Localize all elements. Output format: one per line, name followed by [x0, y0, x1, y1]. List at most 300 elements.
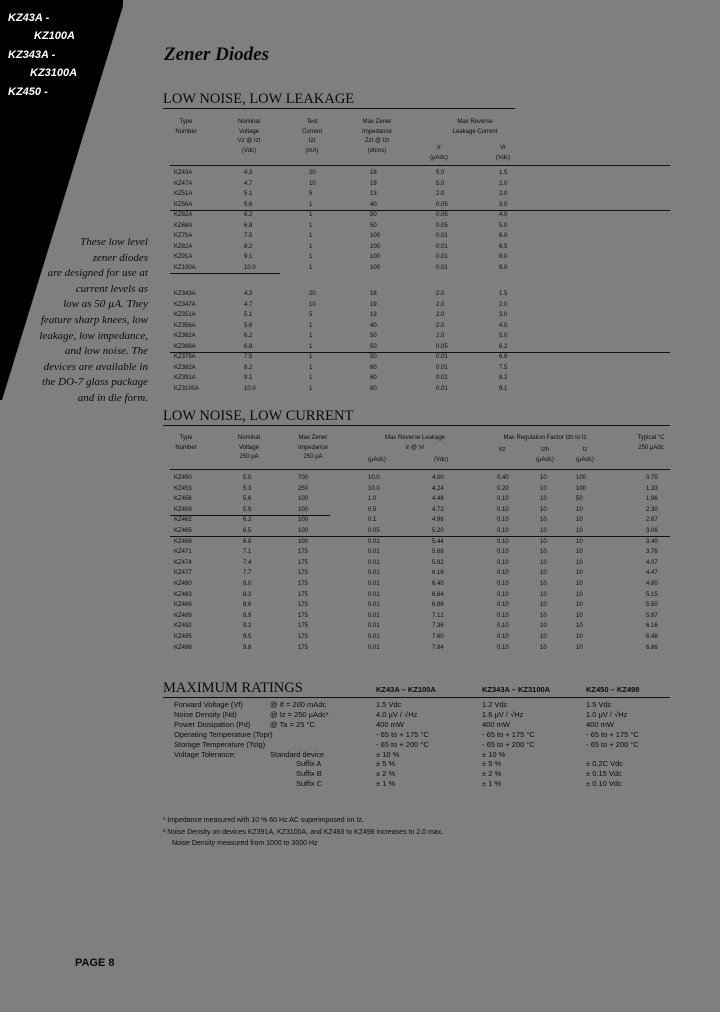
table-cell: 0.1 — [368, 517, 377, 524]
table-cell: 6.86 — [646, 644, 658, 651]
table-cell: 4.96 — [432, 517, 444, 524]
table-cell: 10 — [576, 623, 583, 630]
table-cell: 6.5 — [243, 528, 252, 534]
table-cell: 0.01 — [368, 581, 380, 587]
blurb-line: the DO-7 glass package — [41, 376, 148, 389]
table-cell: 7.7 — [243, 570, 252, 577]
table-cell: 60 — [370, 375, 377, 381]
type-number: KZ47A — [174, 180, 193, 187]
table-cell: 0.01 — [436, 264, 448, 271]
table-cell: 0.10 — [497, 570, 509, 577]
section-rule — [163, 697, 670, 698]
table-cell: 2.0 — [436, 333, 445, 339]
table-cell: 20 — [309, 291, 316, 297]
table-cell: 4.7 — [244, 180, 253, 187]
table-cell: 0.01 — [436, 385, 448, 392]
table-cell: 19 — [370, 180, 377, 187]
table-cell: 10 — [540, 475, 547, 481]
rating-label: Storage Temperature (Tstg) — [174, 739, 266, 749]
table-cell: 4.00 — [432, 475, 444, 481]
table-cell: 4.80 — [646, 581, 658, 587]
table-cell: 0.01 — [368, 623, 380, 630]
blurb-line: low as 50 µA. They — [63, 298, 148, 311]
table-cell: 1 — [309, 233, 313, 239]
table-cell: 100 — [370, 243, 381, 250]
table-cell: 1.0 — [368, 496, 377, 503]
table-cell: 60 — [370, 385, 377, 392]
table-cell: 1 — [309, 264, 313, 271]
type-number: KZ382A — [174, 364, 196, 371]
table-cell: 4.0 — [499, 212, 508, 218]
side-title-0: KZ43A - — [8, 12, 50, 24]
table-cell: 1 — [309, 212, 313, 218]
blurb-line: zener diodes — [92, 251, 148, 264]
rating-value: - 65 to + 175 °C — [376, 729, 429, 739]
row-rule — [170, 273, 280, 274]
table-cell: 0.05 — [436, 222, 448, 229]
footnote: ¹ Impedance measured with 10 % 60 Hz AC superimposed on Iz. — [163, 817, 364, 824]
type-number: KZ56A — [174, 201, 193, 208]
col-header-vz: Vz — [498, 447, 506, 453]
side-title-2: KZ343A - — [8, 49, 56, 61]
table-cell: 3.40 — [646, 538, 658, 545]
rating-value: 400 mW — [482, 719, 510, 729]
table-cell: 5.6 — [244, 201, 253, 208]
table-cell: 0.10 — [497, 496, 509, 503]
type-number: KZ356A — [174, 322, 196, 329]
rating-label: Noise Density (Nd) — [174, 709, 237, 719]
col-header-typical: Typical °C 250 µAdc — [637, 435, 665, 451]
table-cell: 7.60 — [432, 634, 444, 640]
ratings-col-head: KZ43A – KZ100A — [376, 685, 436, 694]
table-cell: 10 — [576, 528, 583, 534]
side-title-4: KZ450 - — [8, 86, 48, 98]
table-cell: 0.01 — [436, 254, 448, 260]
table-cell: 100 — [298, 496, 309, 503]
rating-value: - 65 to + 200 °C — [586, 739, 639, 749]
table-cell: 10 — [576, 634, 583, 640]
description-blurb — [30, 235, 148, 407]
blurb-line: leakage, low impedance, — [39, 329, 148, 342]
table-cell: 10 — [540, 581, 547, 587]
rating-label: Voltage Tolerance: — [174, 749, 236, 759]
table-cell: 5.0 — [436, 170, 445, 176]
rating-value: 1.2 Vdc — [482, 700, 508, 709]
table-cell: 0.01 — [436, 354, 448, 360]
table-cell: 40 — [370, 201, 377, 208]
table-cell: 6.48 — [646, 634, 658, 640]
rating-value: 1.0 µV / √Hz — [586, 709, 628, 719]
table-cell: 0.10 — [497, 581, 509, 587]
table-cell: 100 — [298, 528, 309, 534]
table-cell: 8.2 — [244, 364, 253, 371]
table-cell: 9.1 — [499, 385, 508, 392]
table-cell: 6.2 — [244, 212, 253, 218]
table-cell: 5.6 — [243, 496, 252, 503]
table-cell: 1 — [309, 254, 313, 260]
type-number: KZ474 — [174, 559, 192, 566]
type-number: KZ68A — [174, 222, 193, 229]
side-title-3: KZ3100A — [30, 67, 78, 79]
table-cell: 2.0 — [499, 301, 508, 308]
table-cell: 19 — [370, 301, 377, 308]
table-cell: 20 — [309, 170, 316, 176]
table-cell: 10 — [540, 634, 547, 640]
table-cell: 175 — [298, 581, 309, 587]
table-cell: 1 — [309, 354, 313, 360]
table-cell: 1 — [309, 201, 313, 208]
table-cell: 1.5 — [499, 170, 508, 176]
col-header-zener: Max Zener Impedance Zzt @ Izt (ohms) — [362, 119, 392, 154]
table-cell: 4.7 — [244, 301, 253, 308]
table-cell: 100 — [298, 538, 309, 545]
table-cell: 7.5 — [499, 364, 508, 371]
rating-value: ± 0.2C Vdc — [586, 759, 624, 769]
rating-value: 400 mW — [586, 719, 614, 729]
type-number: KZ362A — [174, 333, 196, 339]
table-cell: 10 — [576, 570, 583, 577]
type-number: KZ498 — [174, 644, 192, 651]
rating-value: Suffix A — [296, 759, 322, 769]
table-cell: 1 — [309, 364, 313, 371]
table-cell: 0.01 — [368, 549, 380, 556]
blurb-line: feature sharp knees, low — [40, 313, 148, 326]
table-cell: 8.2 — [499, 375, 508, 381]
rating-value: 1.6 µV / √Hz — [482, 709, 524, 719]
table-cell: 100 — [370, 233, 381, 239]
table-cell: 1 — [309, 343, 313, 350]
rating-value: ± 5 % — [376, 759, 396, 769]
table-cell: 4.0 — [499, 322, 508, 329]
table-cell: 0.10 — [497, 549, 509, 556]
type-number: KZ465 — [174, 528, 192, 534]
table-cell: 0.10 — [497, 602, 509, 609]
table-cell: 10 — [540, 485, 547, 492]
blurb-line: devices are available in — [43, 360, 148, 373]
table-cell: 5.9 — [243, 506, 252, 513]
table-cell: 40 — [370, 322, 377, 329]
table-cell: 1 — [309, 243, 313, 250]
type-number: KZ450 — [174, 475, 192, 481]
rating-value: Standard device — [270, 749, 325, 759]
table-cell: 10 — [540, 528, 547, 534]
table-cell: 0.01 — [436, 243, 448, 250]
table-cell: 6.2 — [499, 343, 508, 350]
type-number: KZ462 — [174, 517, 192, 524]
type-number: KZ75A — [174, 233, 193, 239]
table-cell: 1 — [309, 222, 313, 229]
table-cell: 6.5 — [499, 243, 508, 250]
table-cell: 6.8 — [243, 538, 252, 545]
table-cell: 1 — [309, 333, 313, 339]
table-cell: 175 — [298, 549, 309, 556]
table-cell: 5.1 — [244, 191, 253, 197]
table-cell: 13 — [370, 191, 377, 197]
table-cell: 6.88 — [432, 602, 444, 609]
col-header-vr: (Vdc) — [433, 457, 449, 463]
table-cell: 10 — [576, 506, 583, 513]
table-cell: 5.1 — [244, 312, 253, 318]
table-cell: 6.2 — [243, 517, 252, 524]
table-cell: 6.64 — [432, 591, 444, 598]
rating-value: 400 mW — [376, 719, 404, 729]
table-cell: 10 — [540, 623, 547, 630]
table-cell: 10 — [540, 549, 547, 556]
table-cell: 5.44 — [432, 538, 444, 545]
col-header-type: Type Number — [175, 119, 197, 135]
table-cell: 4.3 — [244, 291, 253, 297]
table-cell: 10 — [576, 538, 583, 545]
type-number: KZ459 — [174, 506, 192, 513]
table-cell: 5.15 — [646, 591, 658, 598]
type-number: KZ375A — [174, 354, 196, 360]
table-cell: 7.1 — [243, 549, 252, 556]
table-cell: 6.40 — [432, 581, 444, 587]
table-cell: 6.0 — [499, 233, 508, 239]
rating-label: Operating Temperature (Topr) — [174, 729, 273, 739]
rating-value: ± 10 % — [376, 749, 400, 759]
type-number: KZ100A — [174, 264, 196, 271]
col-header-leakage: Max Reverse Leakage Current — [452, 119, 498, 135]
table-cell: 0.10 — [497, 517, 509, 524]
table-cell: 6.8 — [244, 222, 253, 229]
table-cell: 2.30 — [646, 506, 658, 513]
table-cell: 4.47 — [646, 570, 658, 577]
table-cell: 10.0 — [368, 475, 380, 481]
table-cell: 10 — [540, 506, 547, 513]
table-cell: 7.36 — [432, 623, 444, 630]
col-header-nominal: Nominal Voltage 250 µA — [237, 435, 260, 460]
table-cell: 1.5 — [499, 291, 508, 297]
table-cell: 700 — [298, 475, 309, 481]
col-header-ir: (µAdc) — [368, 457, 386, 463]
table-cell: 0.01 — [436, 364, 448, 371]
table-cell: 7.4 — [243, 559, 252, 566]
table-cell: 0.05 — [368, 528, 380, 534]
type-number: KZ495 — [174, 634, 192, 640]
table-cell: 10.0 — [244, 385, 256, 392]
table-cell: 50 — [370, 212, 377, 218]
section-title-low-leakage: LOW NOISE, LOW LEAKAGE — [163, 91, 355, 107]
table-cell: 6.16 — [432, 570, 444, 577]
table-cell: 7.5 — [244, 233, 253, 239]
type-number: KZ471 — [174, 549, 192, 556]
table-cell: 175 — [298, 602, 309, 609]
table-cell: 1 — [309, 322, 313, 329]
table-cell: 100 — [298, 506, 309, 513]
table2-header-rule — [170, 469, 670, 470]
table-cell: 6.8 — [499, 354, 508, 360]
table-cell: 250 — [298, 485, 309, 492]
type-number: KZ51A — [174, 191, 193, 197]
table-cell: 175 — [298, 591, 309, 598]
rating-value: ± 0.10 Vdc — [586, 779, 622, 789]
type-number: KZ3100A — [174, 385, 200, 392]
table-cell: 8.3 — [243, 591, 252, 598]
table-cell: 0.01 — [368, 591, 380, 598]
table-cell: 7.5 — [244, 354, 253, 360]
section-title-max-ratings: MAXIMUM RATINGS — [163, 680, 303, 696]
type-number: KZ468 — [174, 538, 192, 545]
table-cell: 5.0 — [499, 333, 508, 339]
table-cell: 50 — [370, 354, 377, 360]
rating-value: ± 1 % — [482, 779, 502, 789]
page-title: Zener Diodes — [164, 44, 270, 65]
type-number: KZ456 — [174, 496, 192, 503]
section-rule — [163, 108, 515, 109]
table-cell: 10 — [540, 538, 547, 545]
type-number: KZ492 — [174, 623, 192, 630]
table-cell: 5.3 — [243, 485, 252, 492]
col-header-iz: Iz (µAdc) — [576, 447, 594, 463]
table-cell: 0.01 — [368, 538, 380, 545]
rating-value: @ Ta = 25 °C — [270, 719, 315, 729]
table-cell: 0.10 — [497, 506, 509, 513]
table-cell: 2.0 — [499, 191, 508, 197]
table-cell: 8.6 — [243, 602, 252, 609]
table1-header-rule — [170, 165, 670, 166]
rating-value: - 65 to + 175 °C — [482, 729, 535, 739]
table-cell: 100 — [576, 475, 587, 481]
rating-value: ± 0.15 Vdc — [586, 769, 622, 779]
table-cell: 4.3 — [244, 170, 253, 176]
table-cell: 5.6 — [244, 322, 253, 329]
table-cell: 0.10 — [497, 591, 509, 598]
table-cell: 2.0 — [436, 191, 445, 197]
type-number: KZ483 — [174, 591, 192, 598]
rating-label: Forward Voltage (Vf) — [174, 700, 243, 709]
table-cell: 4.72 — [432, 506, 444, 513]
table-cell: 10 — [576, 644, 583, 651]
table-cell: 0.01 — [436, 375, 448, 381]
rating-value: Suffix C — [296, 779, 323, 789]
table-cell: 50 — [576, 496, 583, 503]
table-cell: 0.5 — [368, 506, 377, 513]
type-number: KZ453 — [174, 485, 192, 492]
table-cell: 2.0 — [436, 291, 445, 297]
rating-value: ± 2 % — [482, 769, 502, 779]
table-cell: 6.2 — [244, 333, 253, 339]
table-cell: 0.01 — [368, 602, 380, 609]
table-cell: 6.8 — [244, 343, 253, 350]
footnote: ² Noise Density on devices KZ391A, KZ3100A, and KZ483 to KZ498 increases to 2.0 max. — [163, 828, 444, 836]
table-cell: 18 — [370, 170, 377, 176]
table-cell: 0.10 — [497, 634, 509, 640]
footnote: Noise Density measured from 1000 to 3000 Hz — [172, 840, 318, 847]
type-number: KZ62A — [174, 212, 193, 218]
table-cell: 50 — [370, 343, 377, 350]
type-number: KZ91A — [174, 254, 193, 260]
rating-value: 1.5 Vdc — [586, 700, 612, 709]
type-number: KZ391A — [174, 375, 196, 381]
table-cell: 10 — [540, 591, 547, 598]
type-number: KZ480 — [174, 581, 192, 587]
table-cell: 9.0 — [499, 264, 508, 271]
ratings-col-head: KZ450 – KZ498 — [586, 685, 640, 694]
table-cell: 0.10 — [497, 644, 509, 651]
table-cell: 175 — [298, 612, 309, 619]
table-cell: 10 — [576, 581, 583, 587]
col-header-regulation: Max Regulation Factor Izh to Iz — [503, 435, 587, 441]
table-cell: 0.10 — [497, 559, 509, 566]
rating-value: ± 10 % — [482, 749, 506, 759]
table-cell: 0.10 — [497, 623, 509, 630]
table-cell: 175 — [298, 634, 309, 640]
rating-value: - 65 to + 200 °C — [376, 739, 429, 749]
blurb-line: are designed for use at — [47, 267, 148, 280]
type-number: KZ43A — [174, 170, 193, 176]
rating-value: ± 1 % — [376, 779, 396, 789]
table-cell: 1.33 — [646, 485, 658, 492]
table-cell: 5.87 — [646, 612, 658, 619]
table-cell: 5.68 — [432, 549, 444, 556]
table-cell: 10 — [576, 612, 583, 619]
table-cell: 13 — [370, 312, 377, 318]
rating-value: @ If = 200 mAdc — [270, 700, 327, 709]
table-cell: 7.84 — [432, 644, 444, 651]
table-cell: 5 — [309, 312, 313, 318]
rating-value: 1.5 Vdc — [376, 700, 402, 709]
table-cell: 0.01 — [368, 612, 380, 619]
table-cell: 100 — [370, 264, 381, 271]
table-cell: 9.2 — [243, 623, 252, 630]
table-cell: 175 — [298, 644, 309, 651]
rating-value: - 65 to + 200 °C — [482, 739, 535, 749]
table-cell: 175 — [298, 559, 309, 566]
table-cell: 0.01 — [368, 570, 380, 577]
col-header-type: Type Number — [175, 435, 197, 451]
table-cell: 0.40 — [497, 475, 509, 481]
table-cell: 8.2 — [244, 243, 253, 250]
table-cell: 5.92 — [432, 559, 444, 566]
table-cell: 3.76 — [646, 549, 658, 556]
table-cell: 4.07 — [646, 559, 658, 566]
table-cell: 0.10 — [497, 612, 509, 619]
rating-value: @ Iz = 250 µAdc¹ — [270, 709, 329, 719]
table-cell: 3.0 — [499, 312, 508, 318]
col-header-leakage: Max Reverse Leakage Ir @ Vr — [384, 435, 446, 451]
table-cell: 2.0 — [499, 180, 508, 187]
table-cell: 2.0 — [436, 301, 445, 308]
table-cell: 0.01 — [368, 634, 380, 640]
table-cell: 2.0 — [436, 312, 445, 318]
table-cell: 4.48 — [432, 496, 444, 503]
type-number: KZ343A — [174, 291, 196, 297]
table-cell: 10 — [540, 570, 547, 577]
table-cell: 10 — [309, 180, 316, 187]
table-cell: 10 — [540, 517, 547, 524]
table-cell: 100 — [370, 254, 381, 260]
table-cell: 0.01 — [368, 644, 380, 651]
rating-value: 4.0 µV / √Hz — [376, 709, 418, 719]
table-cell: 100 — [576, 485, 587, 492]
table-cell: 2.67 — [646, 517, 658, 524]
table-cell: 3.06 — [646, 528, 658, 534]
table-cell: 1.96 — [646, 496, 658, 503]
type-number: KZ486 — [174, 602, 192, 609]
rating-value: Suffix B — [296, 769, 322, 779]
table-cell: 10 — [540, 612, 547, 619]
rating-value: ± 2 % — [376, 769, 396, 779]
table-cell: 10 — [576, 602, 583, 609]
col-header-nominal: Nominal Voltage Vz @ Izt (Vdc) — [237, 119, 261, 154]
table-cell: 50 — [370, 222, 377, 229]
table-cell: 0.05 — [436, 343, 448, 350]
table-cell: 4.24 — [432, 485, 444, 492]
page-number: PAGE 8 — [75, 957, 115, 969]
type-number: KZ347A — [174, 301, 196, 308]
rating-value: - 65 to + 175 °C — [586, 729, 639, 739]
